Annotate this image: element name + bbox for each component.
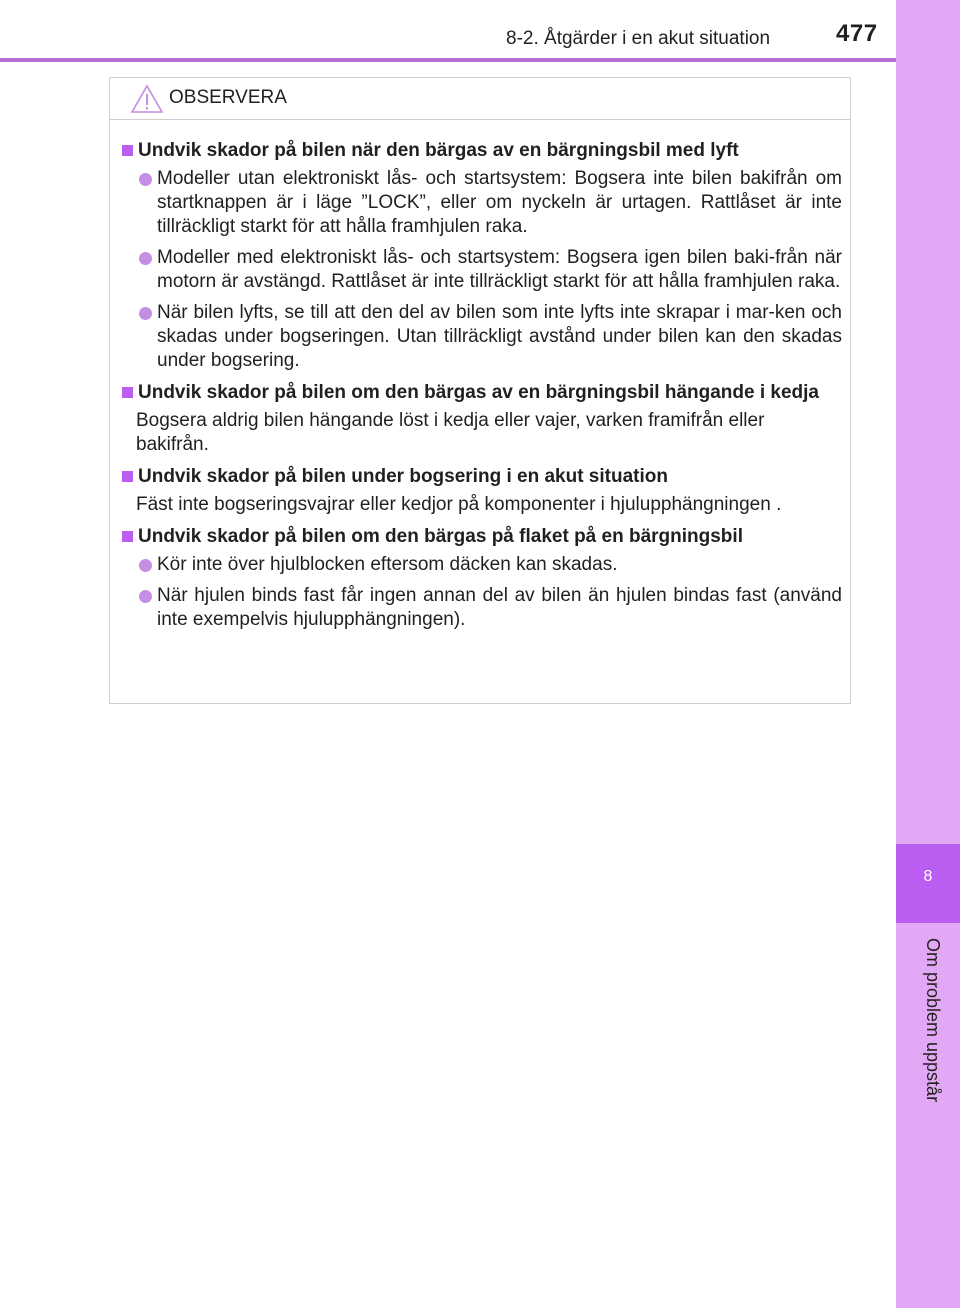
circle-bullet-icon	[139, 590, 152, 603]
list-item	[139, 584, 842, 632]
list-item-text: När bilen lyfts, se till att den del av bilen som inte lyfts inte skrapar i mar-ken och skadas under bogseringen. Utan tillräckligt avstånd under bilen kan den skadas under bogsering.	[157, 302, 842, 371]
notice-body	[110, 120, 850, 632]
section-heading	[120, 138, 842, 163]
section-paragraph: Bogsera aldrig bilen hängande löst i kedja eller vajer, varken framifrån eller bakifrån.	[136, 410, 765, 455]
section-heading	[120, 524, 842, 549]
circle-bullet-icon	[139, 307, 152, 320]
section-heading-text: Undvik skador på bilen när den bärgas av en bärgningsbil med lyft	[138, 140, 739, 161]
page-number: 477	[836, 20, 878, 47]
notice-header	[110, 78, 850, 120]
header-rule	[0, 58, 896, 62]
list-item	[139, 246, 842, 294]
section-heading-text: Undvik skador på bilen om den bärgas av en bärgningsbil hängande i kedja	[138, 382, 819, 403]
square-bullet-icon	[122, 145, 133, 156]
list-item	[139, 301, 842, 373]
chapter-tab[interactable]	[896, 844, 960, 923]
section-heading-text: Undvik skador på bilen om den bärgas på flaket på en bärgningsbil	[138, 526, 743, 547]
section-paragraph: Fäst inte bogseringsvajrar eller kedjor på komponenter i hjulupphängningen .	[136, 494, 782, 515]
circle-bullet-icon	[139, 252, 152, 265]
notice-box	[109, 77, 851, 704]
chapter-title: 8-2. Åtgärder i en akut situation	[506, 28, 771, 49]
chapter-tab-label: Om problem uppstår	[923, 938, 943, 1103]
circle-bullet-icon	[139, 173, 152, 186]
list-item-text: När hjulen binds fast får ingen annan del av bilen än hjulen bindas fast (använd inte exempelvis hjulupphängningen).	[157, 585, 842, 630]
warning-icon	[130, 84, 164, 114]
square-bullet-icon	[122, 471, 133, 482]
list-item-text: Modeller utan elektroniskt lås- och startsystem: Bogsera inte bilen bakifrån om startknappen är i läge ”LOCK”, eller om nyckeln är urtagen. Rattlåset är inte tillräckligt starkt för att hålla framhjulen raka.	[157, 168, 842, 237]
square-bullet-icon	[122, 531, 133, 542]
list-item	[139, 167, 842, 239]
square-bullet-icon	[122, 387, 133, 398]
section-heading-text: Undvik skador på bilen under bogsering i en akut situation	[138, 466, 668, 487]
list-item-text: Modeller med elektroniskt lås- och startsystem: Bogsera igen bilen baki-från när motorn är avstängd. Rattlåset är inte tillräckligt starkt för att hålla framhjulen raka.	[157, 247, 842, 292]
section-heading	[120, 380, 842, 405]
chapter-tab-number: 8	[923, 868, 933, 885]
section-heading	[120, 464, 842, 489]
notice-title: OBSERVERA	[169, 87, 287, 108]
list-item	[139, 553, 842, 577]
circle-bullet-icon	[139, 559, 152, 572]
list-item-text: Kör inte över hjulblocken eftersom däcken kan skadas.	[157, 554, 618, 575]
